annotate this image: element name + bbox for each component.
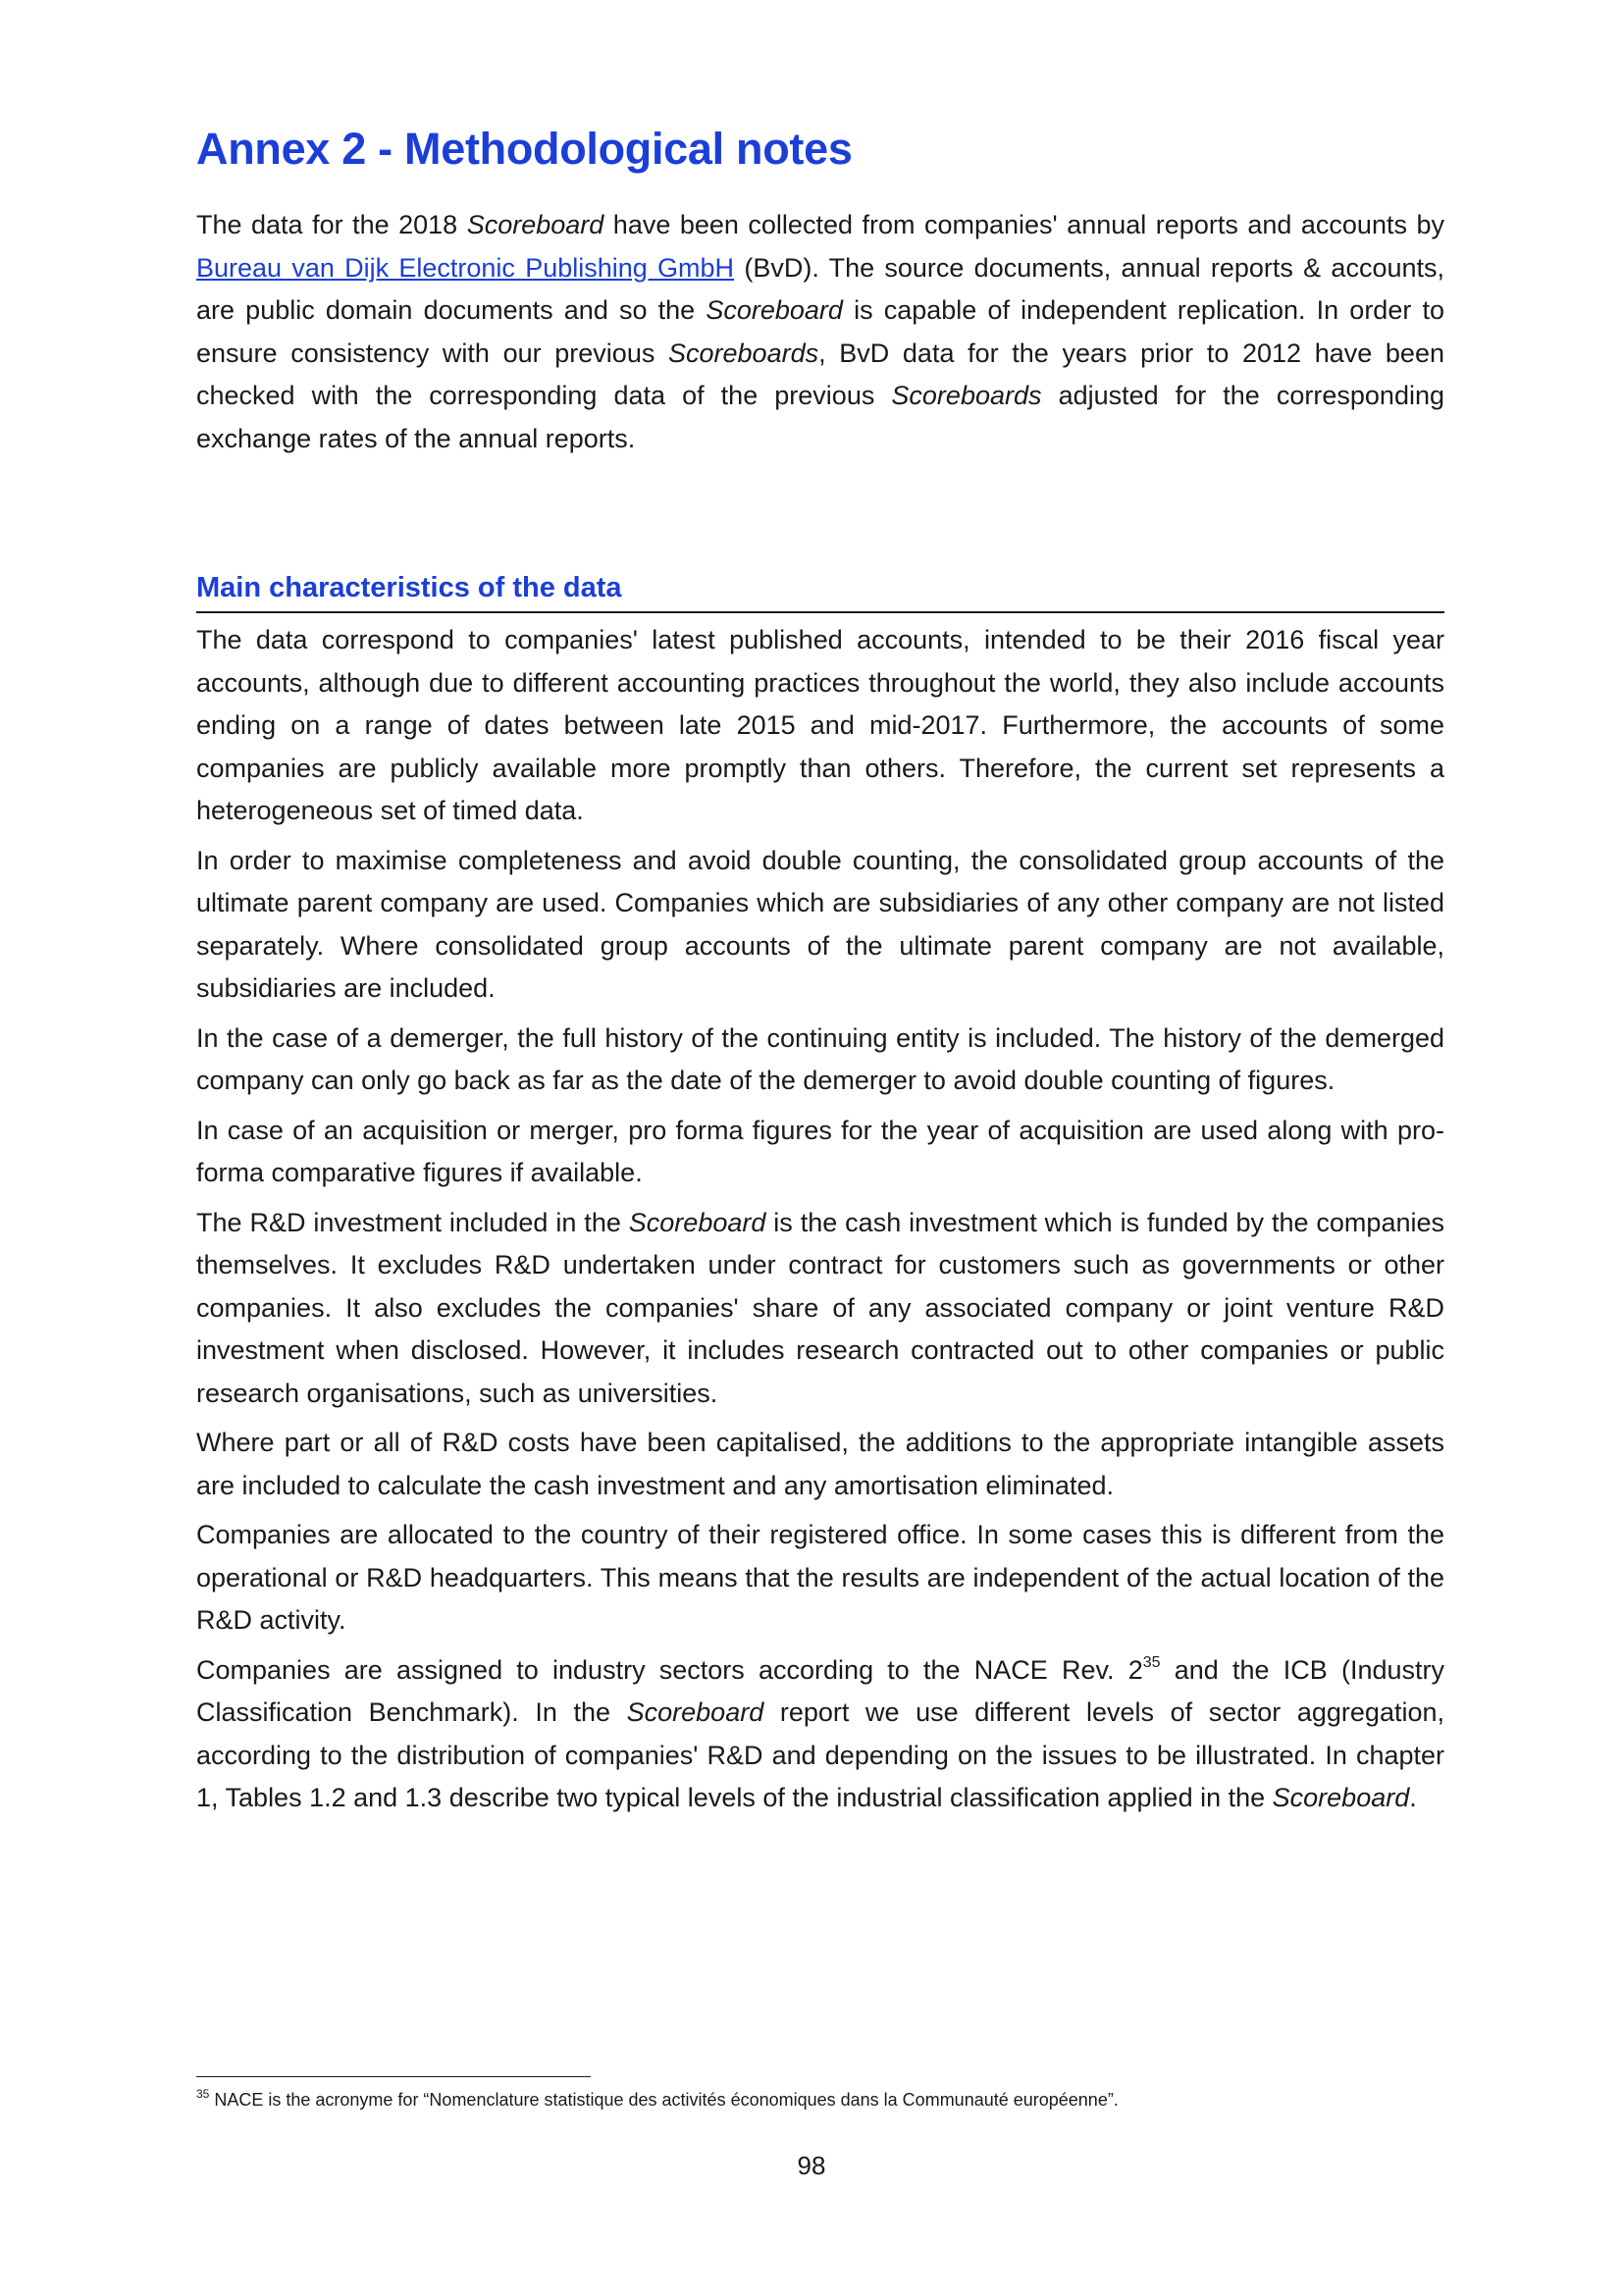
paragraph-emphasis: Scoreboard (1272, 1783, 1410, 1812)
paragraph-acquisition: In case of an acquisition or merger, pro forma figures for the year of acquisition are used along with pro-forma comparative figures if available. (196, 1115, 1444, 1187)
intro-paragraph (196, 204, 1444, 460)
paragraph-text: The R&D investment included in the (196, 1207, 629, 1237)
paragraph-text: . (1409, 1783, 1417, 1812)
intro-text: adjusted for the corresponding exchange rates of the annual reports. (196, 381, 1444, 453)
intro-emphasis: Scoreboard (466, 210, 604, 239)
bvd-link[interactable]: Bureau van Dijk Electronic Publishing GmbH (196, 252, 735, 283)
footnote-divider (196, 2076, 591, 2077)
paragraph-sectors (196, 1649, 1444, 1820)
paragraph-country-allocation: Companies are allocated to the country of their registered office. In some cases this is different from the operational or R&D headquarters. This means that the results are independent of the actual location of the R&D activity. (196, 1520, 1444, 1635)
paragraph-consolidation: In order to maximise completeness and avoid double counting, the consolidated group accounts of the ultimate parent company are used. Companies which are subsidiaries of any other company are not listed separately. Where consolidated group accounts of the ultimate parent company are not available, subsidiaries are included. (196, 845, 1444, 1003)
paragraph-emphasis: Scoreboard (628, 1207, 766, 1237)
footnote-number: 35 (196, 2087, 210, 2101)
document-page (196, 118, 1444, 1827)
footnote (196, 2088, 1444, 2112)
page-title: Annex 2 - Methodological notes (196, 124, 853, 174)
page-number: 98 (797, 2151, 826, 2180)
paragraph-text: Companies are assigned to industry sectors according to the NACE Rev. 2 (196, 1654, 1143, 1685)
intro-text: have been collected from companies' annual reports and accounts by (603, 210, 1444, 239)
paragraph-data-timing: The data correspond to companies' latest published accounts, intended to be their 2016 fiscal year accounts, although due to different accounting practices throughout the world, they also include accounts ending on a range of dates between late 2015 and mid-2017. Furthermore, the accounts of some companies are publicly available more promptly than others. Therefore, the current set represents a heterogeneous set of timed data. (196, 625, 1444, 825)
footnote-text: NACE is the acronyme for “Nomenclature statistique des activités économiques dans la Communauté européenne”. (209, 2090, 1119, 2110)
paragraph-demerger: In the case of a demerger, the full history of the continuing entity is included. The history of the demerged company can only go back as far as the date of the demerger to avoid double counting of figures. (196, 1022, 1444, 1095)
footnote-reference[interactable]: 35 (1142, 1653, 1161, 1671)
paragraph-emphasis: Scoreboard (626, 1697, 764, 1727)
intro-emphasis: Scoreboards (891, 381, 1042, 410)
intro-text: The data for the 2018 (196, 210, 467, 239)
intro-text: (BvD). The source documents, annual reports & accounts, are public domain documents and so the (196, 252, 1445, 325)
intro-emphasis: Scoreboards (668, 338, 819, 368)
intro-emphasis: Scoreboard (706, 295, 843, 325)
section-heading: Main characteristics of the data (196, 568, 1444, 613)
intro-text: , BvD data for the years prior to 2012 have been checked with the corresponding data of the previous (196, 338, 1444, 410)
paragraph-text: is the cash investment which is funded by the companies themselves. It excludes R&D undertaken under contract for customers such as governments or other companies. It also excludes the companies' share of any associated company or joint venture R&D investment when disclosed. However, it includes research contracted out to other companies or public research organisations, such as universities. (196, 1207, 1444, 1408)
paragraph-capitalisation: Where part or all of R&D costs have been capitalised, the additions to the appropriate intangible assets are included to calculate the cash investment and any amortisation eliminated. (196, 1428, 1444, 1500)
paragraph-rd-investment (196, 1202, 1444, 1416)
paragraph-text: report we use different levels of sector aggregation, according to the distribution of companies' R&D and depending on the issues to be illustrated. In chapter 1, Tables 1.2 and 1.3 describe two typical levels of the industrial classification applied in the (196, 1697, 1444, 1812)
intro-text: is capable of independent replication. In order to ensure consistency with our previous (196, 295, 1445, 368)
paragraph-text: and the ICB (Industry Classification Benchmark). In the (196, 1654, 1444, 1727)
